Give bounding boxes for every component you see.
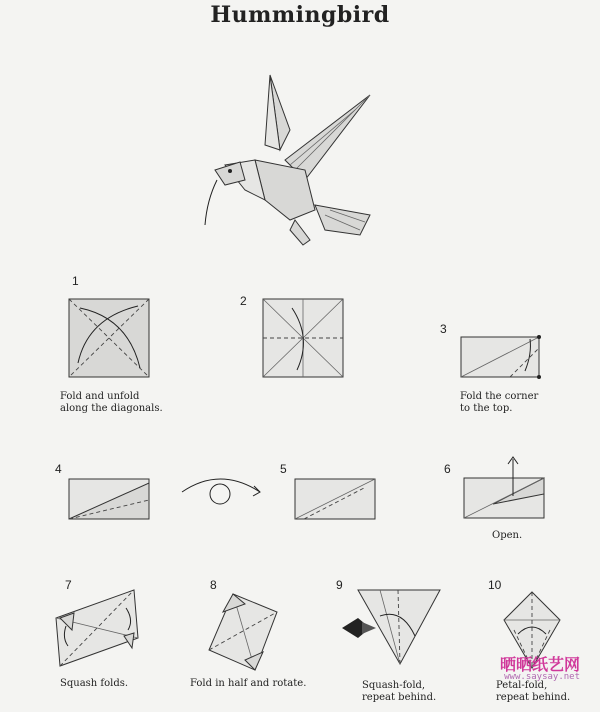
step-1-caption: Fold and unfold along the diagonals. [60, 391, 163, 414]
step-2-diagram [262, 298, 346, 380]
step-number: 7 [65, 578, 72, 592]
step-6-caption: Open. [492, 530, 523, 541]
step-7-diagram [54, 588, 140, 668]
step-number: 8 [210, 578, 217, 592]
step-4-diagram [68, 478, 152, 522]
step-3-diagram [460, 336, 544, 382]
page-title: Hummingbird [210, 2, 390, 28]
step-number: 5 [280, 462, 287, 476]
step-number: 6 [444, 462, 451, 476]
hummingbird-illustration [195, 70, 395, 250]
watermark-logo: 晒晒纸艺网 [499, 655, 580, 674]
step-number: 4 [55, 462, 62, 476]
step-number: 3 [440, 322, 447, 336]
step-9-diagram [340, 588, 444, 668]
step-8-diagram [205, 592, 281, 672]
step-3-caption: Fold the corner to the top. [460, 391, 539, 414]
step-number: 1 [72, 274, 79, 288]
step-6-diagram [463, 454, 547, 522]
step-9-caption: Squash-fold, repeat behind. [362, 680, 437, 703]
turn-over-arrow [180, 472, 265, 512]
step-10-caption: Petal-fold, repeat behind. [496, 680, 571, 703]
step-1-diagram [68, 298, 152, 380]
watermark-url: www.saysay.net [504, 672, 580, 682]
step-8-caption: Fold in half and rotate. [190, 678, 307, 689]
step-number: 10 [488, 578, 502, 592]
step-5-diagram [294, 478, 378, 522]
step-7-caption: Squash folds. [60, 678, 129, 689]
step-number: 9 [336, 578, 343, 592]
step-number: 2 [240, 294, 247, 308]
